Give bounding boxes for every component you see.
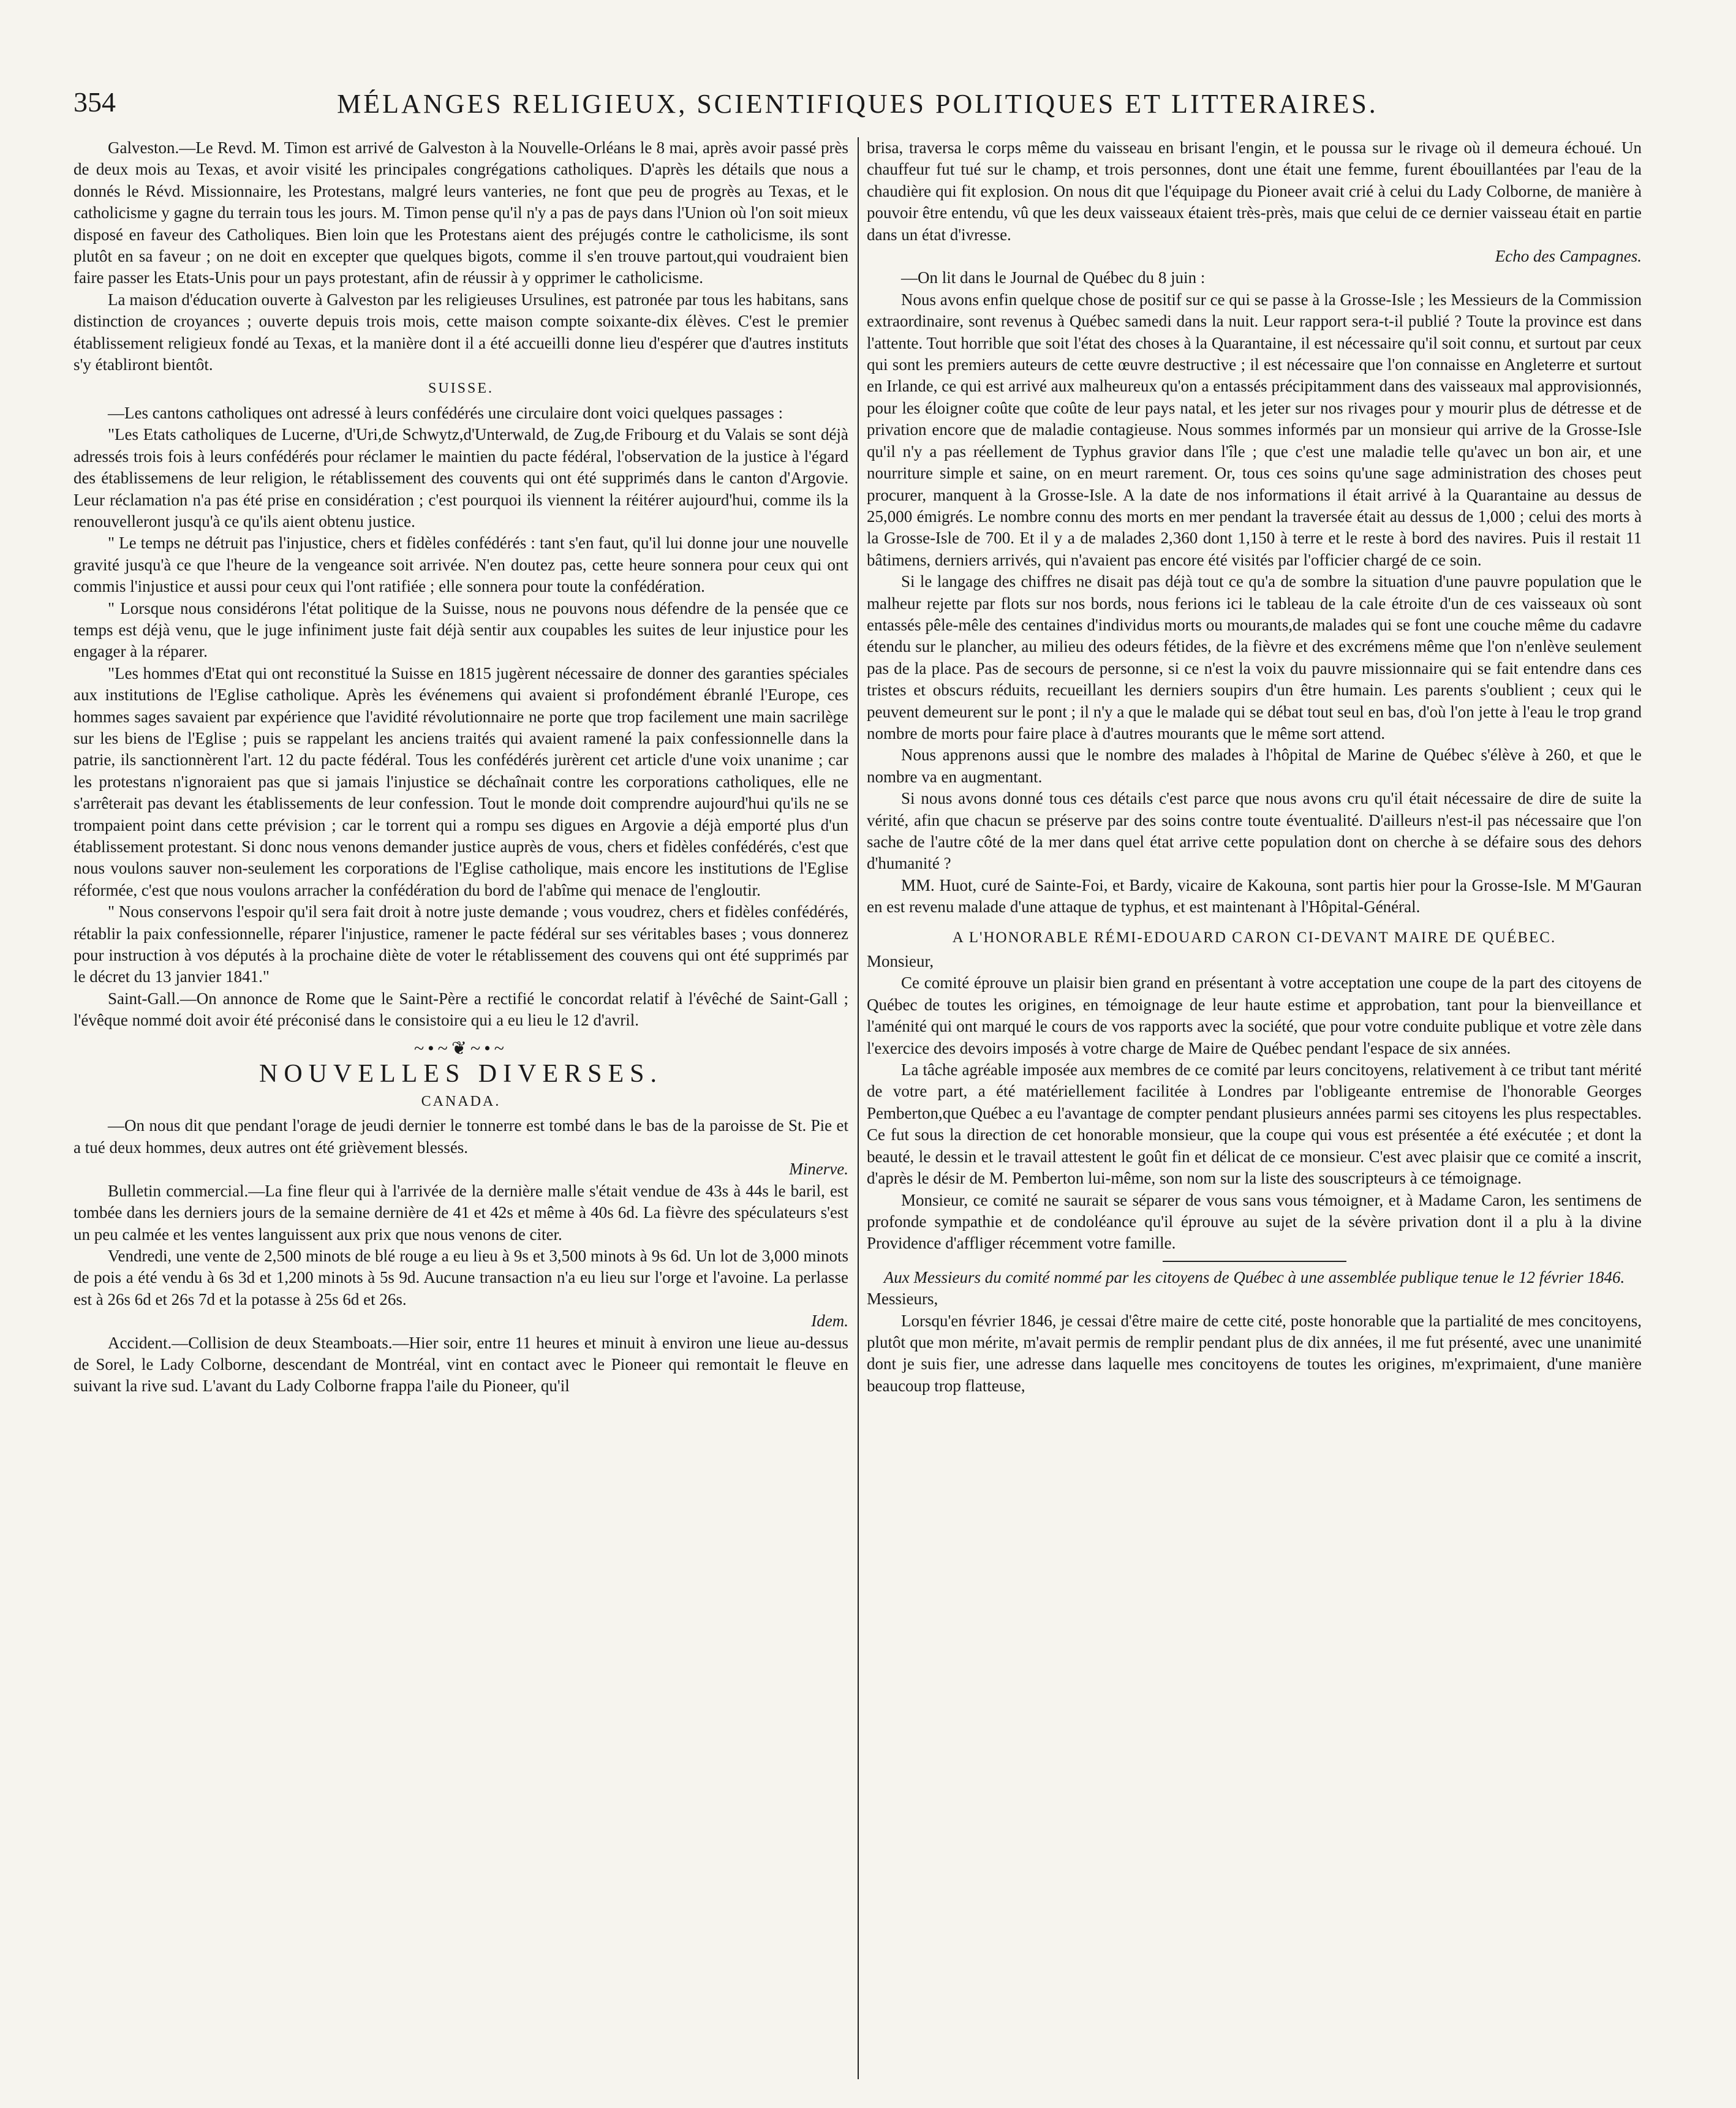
- article-grosse-isle: Nous avons enfin quelque chose de positif sur ce qui se passe à la Grosse-Isle ; les Messieurs de la Commission extraordinaire, sont revenus à Québec samedi dans la nuit. Leur rapport sera-t-il publié ? Toute la province est dans l'attente. Tout horrible que soit l'état des choses à la Quarantaine, il est nécessaire qu'il soit connu, et surtout par ceux qui sont les premiers auteurs de cette œuvre destructive ; il est nécessaire que l'on connaisse en Angleterre et surtout en Irlande, ce qui est arrivé aux malheureux qu'on a entassés précipitamment dans des vaisseaux mal approvisionnés, pour les éloigner coûte que coûte de leur pays natal, et les jeter sur nos rivages pour y mourir plus de détresse et de privation encore que de maladie contagieuse. Nous sommes informés par un monsieur qui arrive de la Grosse-Isle qu'il n'y a pas réellement de Typhus gravior dans l'île ; que c'est une maladie telle qu'avec un bon air, et une nourriture simple et saine, on en meurt rarement. Or, tous ces soins qu'une sage administration des choses peut procurer, manquent à la Grosse-Isle. A la date de nos informations il était arrivé à la Quarantaine au dessus de 25,000 émigrés. Le nombre connu des morts en mer pendant la traversée était au dessus de 1,000 ; celui des morts à la Grosse-Isle de 700. Et il y a de malades 2,360 dont 1,150 à terre et le reste à bord des navires. Puis il restait 11 bâtimens, derniers arrivés, qui n'avaient pas encore été visités par l'officier chargé de ce soin.: [867, 290, 1642, 569]
- ornament-divider: ~•~❦~•~: [413, 1038, 508, 1059]
- article-suisse-p5: " Nous conservons l'espoir qu'il sera fait droit à notre juste demande ; vous voudrez, chers et fidèles confédérés, rétablir la paix confessionnelle, réparer l'injustice, ramener le pacte fédéral sur ses véritables bases ; vous donnerez pour instruction à vos députés à la prochaine diète de voter le rétablissement des couvens qui ont été supprimés par le décret du 13 janvier 1841.": [74, 902, 848, 986]
- columns: [74, 137, 1642, 2079]
- article-suisse-intro: —Les cantons catholiques ont adressé à leurs confédérés une circulaire dont voici quelques passages :: [108, 403, 783, 422]
- article-galveston: Galveston.—Le Revd. M. Timon est arrivé de Galveston à la Nouvelle-Orléans le 8 mai, après avoir passé près de deux mois au Texas, et avoir visité les principales congrégations catholiques. D'après les détails que nous a donnés le Révd. Missionnaire, les Protestans, malgré leurs vanteries, ne font que peu de progrès au Texas, et le catholicisme y gagne du terrain tous les jours. M. Timon pense qu'il n'y a pas de pays dans l'Union où l'on soit mieux disposé en faveur des Catholiques. Bien loin que les Protestans aient des préjugés contre le catholicisme, ils sont plutôt en sa faveur ; on ne doit en excepter que quelques bigots, comme il s'en trouve partout,qui voudraient bien faire passer les Etats-Unis pour un pays protestant, afin de réussir à y opprimer le catholicisme.: [74, 138, 848, 287]
- source-echo: Echo des Campagnes.: [1495, 247, 1642, 266]
- right-column: [867, 137, 1642, 2079]
- article-ursulines: La maison d'éducation ouverte à Galveston par les religieuses Ursulines, est patronée par tous les habitans, sans distinction de croyances ; ouverte depuis trois mois, cette maison compte soixante-dix élèves. C'est le premier établissement religieux fondé au Texas, et la manière dont il a été accueilli donne lieu d'espérer que d'autres instituts s'y établiront bientôt.: [74, 290, 848, 374]
- article-suisse-p1: "Les Etats catholiques de Lucerne, d'Uri,de Schwytz,d'Unterwald, de Zug,de Fribourg et du Valais se sont déjà adressés trois fois à leurs confédérés pour réclamer le maintien du pacte fédéral, l'observation de la justice à l'égard des établissemens de leur religion, le rétablissement des couvents qui ont été supprimés dans le canton d'Argovie. Leur réclamation n'a pas été prise en considération ; c'est pourquoi ils viennent la réitérer aujourd'hui, comme ils la renouvelleront jusqu'à ce qu'ils aient obtenu justice.: [74, 425, 848, 531]
- page-header: [74, 86, 1642, 123]
- article-journal-intro: —On lit dans le Journal de Québec du 8 juin :: [901, 268, 1206, 287]
- article-huot: MM. Huot, curé de Sainte-Foi, et Bardy, vicaire de Kakouna, sont partis hier pour la Grosse-Isle. M M'Gauran en est revenu malade d'une attaque de typhus, et est maintenant à l'Hôpital-Général.: [867, 875, 1642, 916]
- page-number: 354: [74, 86, 116, 118]
- article-orage: —On nous dit que pendant l'orage de jeudi dernier le tonnerre est tombé dans le bas de la paroisse de St. Pie et a tué deux hommes, deux autres ont été grièvement blessés.: [74, 1116, 848, 1157]
- article-accident-cont: brisa, traversa le corps même du vaisseau en brisant l'engin, et le poussa sur le rivage où il demeura échoué. Un chauffeur fut tué sur le champ, et trois personnes, dont une était une femme, furent ébouillantées par l'eau de la chaudière qui fit explosion. On nous dit que l'équipage du Pioneer avait crié à celui du Lady Colborne, de manière à pouvoir être entendu, vû que les deux vaisseaux étaient très-près, mais que celui de ce dernier vaisseau était en partie dans un état d'ivresse.: [867, 138, 1642, 244]
- newspaper-page: [74, 86, 1642, 2083]
- source-idem: Idem.: [811, 1312, 848, 1331]
- letter-p2: La tâche agréable imposée aux membres de ce comité par leurs concitoyens, relativement à ce tribut tant mérité de votre part, a été matériellement facilitée à Londres par l'obligeante entremise de l'honorable Georges Pemberton,que Québec a eu l'avantage de compter pendant plusieurs années parmi ses citoyens les plus respectables. Ce fut sous la direction de cet honorable monsieur, que la coupe qui vous est présentée a été exécutée ; et dont la beauté, le dessin et le travail attestent le goût fin et délicat de ce monsieur. C'est avec plaisir que ce comité a inscrit, d'après le désir de M. Pemberton lui-même, son nom sur la liste des souscripteurs à ce témoignage.: [867, 1060, 1642, 1188]
- article-details: Si nous avons donné tous ces détails c'est parce que nous avons cru qu'il était nécessaire de dire de suite la vérité, afin que chacun se préserve par des soins contre toute éventualité. D'ailleurs n'est-il pas nécessaire que l'on sache de l'autre côté de la mer dans quel état arrive cette population dont on cherche à se défaire sous des dehors d'humanité ?: [867, 789, 1642, 873]
- section-title-nouvelles: NOUVELLES DIVERSES.: [259, 1060, 663, 1089]
- article-suisse-p3: " Lorsque nous considérons l'état politique de la Suisse, nous ne pouvons nous défendre de la pensée que ce temps est déjà venu, que le juge infiniment juste fait déjà sentir aux coupables les suites de leur injustice pour les engager à la réparer.: [74, 599, 848, 661]
- left-column: [74, 137, 848, 2079]
- column-rule: [858, 137, 859, 2079]
- reply-p1: Lorsqu'en février 1846, je cessai d'être maire de cette cité, poste honorable que la partialité de mes concitoyens, plutôt que mon mérite, m'avait permis de remplir pendant plus de dix années, il me fut présenté, avec une unanimité dont je suis fier, une adresse dans laquelle mes concitoyens de toutes les origines, m'exprimaient, d'une manière beaucoup trop flatteuse,: [867, 1311, 1642, 1395]
- address-comite: Aux Messieurs du comité nommé par les citoyens de Québec à une assemblée publique tenue le 12 février 1846.: [883, 1267, 1625, 1286]
- article-suisse-p4: "Les hommes d'Etat qui ont reconstitué la Suisse en 1815 jugèrent nécessaire de donner des garanties spéciales aux institutions de l'Eglise catholique. Après les événemens qui avaient si profondément ébranlé l'Europe, ces hommes sages savaient par expérience que l'avidité révolutionnaire ne porte que trop facilement une main sacrilège sur les biens de l'Eglise ; puis se rappelant les anciens traités qui avaient ramené la paix confessionnelle dans la patrie, ils sanctionnèrent l'art. 12 du pacte fédéral. Tous les confédérés jurèrent cet article d'une voix unanime ; car les protestans n'ignoraient pas que si jamais l'injustice se déchaînait contre les corporations catholiques, elle ne s'arrêterait pas devant les établissements de leur confession. Tout le monde doit comprendre aujourd'hui qu'ils ne se trompaient point dans cette prévision ; car le torrent qui a rompu ses digues en Argovie a déjà emporté plus d'un établissement protestant. Si donc nous venons demander justice auprès de vous, chers et fidèles confédérés, c'est que nous voulons sauver non-seulement les corporations de l'Eglise catholique, mais encore les institutions de l'Eglise réformée, c'est que nous voulons arracher la confédération du bord de l'abîme qui menace de l'engloutir.: [74, 663, 848, 899]
- article-accident: Accident.—Collision de deux Steamboats.—Hier soir, entre 11 heures et minuit à environ une lieue au-dessus de Sorel, le Lady Colborne, descendant de Montréal, vint en contact avec le Pioneer qui remontait le fleuve en suivant la rive sud. L'avant du Lady Colborne frappa l'aile du Pioneer, qu'il: [74, 1333, 848, 1396]
- section-heading-suisse: SUISSE.: [428, 380, 494, 397]
- letter-p1: Ce comité éprouve un plaisir bien grand en présentant à votre acceptation une coupe de la part des citoyens de Québec de toutes les origines, en témoignage de leur haute estime et approbation, tant pour la bienveillance et l'aménité qui ont marqué le cours de vos rapports avec la société, que pour votre conduite publique et votre zèle dans l'exercice des devoirs imposés à votre charge de Maire de Québec pendant l'espace de six années.: [867, 973, 1642, 1057]
- salutation-monsieur: Monsieur,: [867, 952, 934, 971]
- article-vente: Vendredi, une vente de 2,500 minots de blé rouge a eu lieu à 9s et 3,500 minots à 9s 6d. Un lot de 3,000 minots de pois a été vendu à 6s 3d et 1,200 minots à 5s 9d. Aucune transaction n'a eu lieu sur l'orge et l'avoine. La perlasse est à 26s 6d et 26s 7d et la potasse à 25s 6d et 26s.: [74, 1246, 848, 1309]
- article-bulletin: Bulletin commercial.—La fine fleur qui à l'arrivée de la dernière malle s'était vendue de 43s à 44s le baril, est tombée dans les derniers jours de la semaine dernière de 41 et 42s et même à 40s 6d. La fièvre des spéculateurs s'est un peu calmée et les ventes languissent aux prix que nous venons de citer.: [74, 1181, 848, 1244]
- address-caron: A L'HONORABLE RÉMI-EDOUARD CARON CI-DEVANT MAIRE DE QUÉBEC.: [952, 929, 1557, 946]
- article-hopital: Nous apprenons aussi que le nombre des malades à l'hôpital de Marine de Québec s'élève à 260, et que le nombre va en augmentant.: [867, 746, 1642, 786]
- source-minerve: Minerve.: [789, 1160, 848, 1179]
- article-suisse-p2: " Le temps ne détruit pas l'injustice, chers et fidèles confédérés : tant s'en faut, qu'il lui donne jour une nouvelle gravité jusqu'à ce que l'heure de la vengeance soit arrivée. N'en doutez pas, cette heure sonnera pour ceux qui ont commis l'injustice et aussi pour ceux qui l'ont ratifiée ; elle sonnera pour toute la confédération.: [74, 534, 848, 596]
- article-saint-gall: Saint-Gall.—On annonce de Rome que le Saint-Père a rectifié le concordat relatif à l'évêché de Saint-Gall ; l'évêque nommé doit avoir été préconisé dans le consistoire qui a eu lieu le 12 d'avril.: [74, 989, 848, 1030]
- salutation-messieurs: Messieurs,: [867, 1290, 938, 1309]
- letter-p3: Monsieur, ce comité ne saurait se séparer de vous sans vous témoigner, et à Madame Caron, les sentimens de profonde sympathie et de condoléance qu'il éprouve au sujet de la sévère privation dont il a plu à la divine Providence d'affliger récemment votre famille.: [867, 1190, 1642, 1253]
- article-chiffres: Si le langage des chiffres ne disait pas déjà tout ce qu'a de sombre la situation d'une pauvre population que le malheur rejette par flots sur nos bords, nous ferions ici le tableau de la cale étroite d'un de ces vaisseaux où sont entassés pêle-mêle des centaines d'individus morts ou mourants,de malades qui se font une couche même du cadavre étendu sur le plancher, au milieu des odeurs fétides, de la fièvre et des excrémens même que l'on n'enlève seulement pas de la place. Pas de secours de personne, si ce n'est la voix du pauvre missionnaire qui se fait entendre dans ces tristes et obscurs réduits, recueillant les derniers soupirs d'un être humain. Les parents s'oublient ; ceux qui le peuvent demeurent sur le pont ; il n'y a que le malade qui se débat tout seul en bas, d'où l'on jette à l'eau le trop grand nombre de morts pour faire place à d'autres mourants que le même sort attend.: [867, 572, 1642, 742]
- running-title: MÉLANGES RELIGIEUX, SCIENTIFIQUES POLITIQUES ET LITTERAIRES.: [337, 89, 1378, 119]
- short-rule: [1163, 1261, 1346, 1262]
- section-heading-canada: CANADA.: [421, 1094, 501, 1110]
